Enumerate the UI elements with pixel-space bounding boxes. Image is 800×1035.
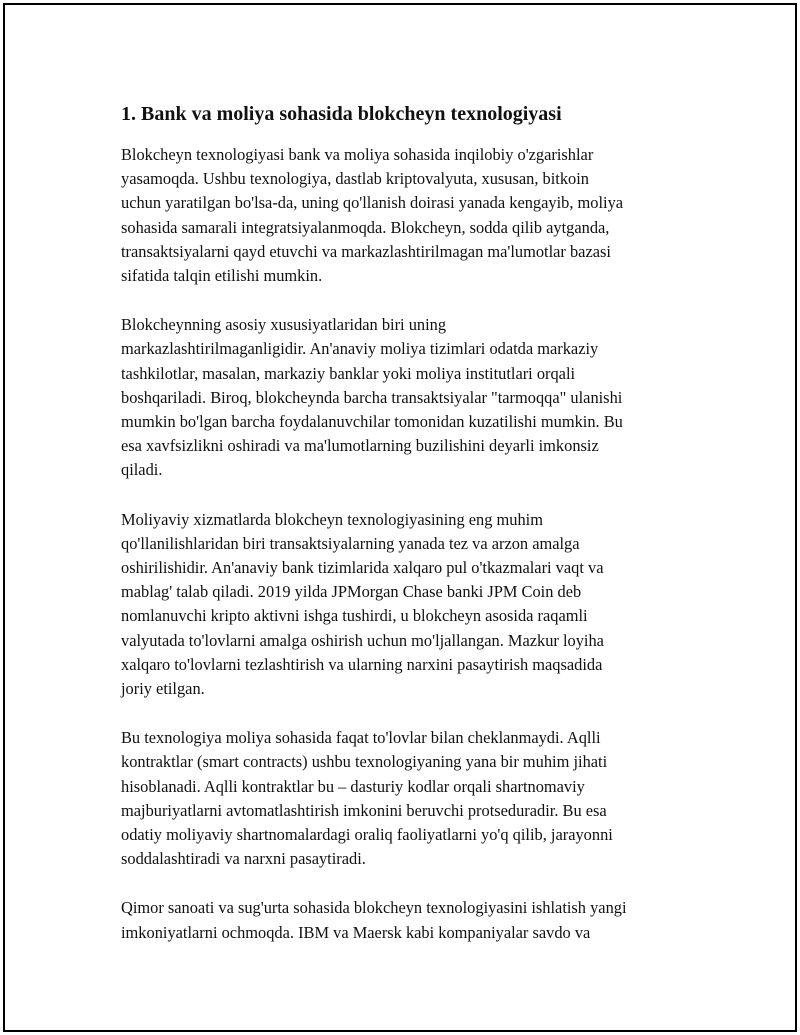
text-line: majburiyatlarni avtomatlashtirish imkonini beruvchi protseduradir. Bu esa xyxy=(121,800,607,820)
paragraph-1 xyxy=(121,143,701,288)
section-heading: 1. Bank va moliya sohasida blokcheyn texnologiyasi xyxy=(121,103,562,125)
text-line: uchun yaratilgan bo'lsa-da, uning qo'llanish doirasi yanada kengayib, moliya xyxy=(121,193,624,213)
text-line: oshirilishidir. An'anaviy bank tizimlarida xalqaro pul o'tkazmalari vaqt va xyxy=(121,558,604,578)
text-line: sohasida samarali integratsiyalanmoqda. Blokcheyn, sodda qilib aytganda, xyxy=(121,217,610,237)
text-line: valyutada to'lovlarni amalga oshirish uchun mo'ljallangan. Mazkur loyiha xyxy=(121,630,604,650)
text-line: transaktsiyalarni qayd etuvchi va markazlashtirilmagan ma'lumotlar bazasi xyxy=(121,241,611,261)
text-line: mumkin bo'lgan barcha foydalanuvchilar tomonidan kuzatilishi mumkin. Bu xyxy=(121,412,623,432)
text-line: Moliyaviy xizmatlarda blokcheyn texnologiyasining eng muhim xyxy=(121,509,543,529)
text-line: nomlanuvchi kripto aktivni ishga tushirdi, u blokcheyn asosida raqamli xyxy=(121,606,588,626)
text-line: boshqariladi. Biroq, blokcheynda barcha transaktsiyalar "tarmoqqa" ulanishi xyxy=(121,387,623,407)
text-line: xalqaro to'lovlarni tezlashtirish va ularning narxini pasaytirish maqsadida xyxy=(121,654,603,674)
text-line: joriy etilgan. xyxy=(121,679,205,699)
paragraph-5 xyxy=(121,896,701,944)
text-line: Bu texnologiya moliya sohasida faqat to'lovlar bilan cheklanmaydi. Aqlli xyxy=(121,728,601,748)
page-frame xyxy=(3,3,797,1032)
text-line: markazlashtirilmaganligidir. An'anaviy moliya tizimlari odatda markaziy xyxy=(121,339,599,359)
document-body xyxy=(121,101,701,970)
paragraph-2 xyxy=(121,313,701,482)
text-line: mablag' talab qiladi. 2019 yilda JPMorgan Chase banki JPM Coin deb xyxy=(121,582,582,602)
text-line: sifatida talqin etilishi mumkin. xyxy=(121,266,323,286)
text-line: Blokcheynning asosiy xususiyatlaridan biri uning xyxy=(121,315,447,335)
text-line: Qimor sanoati va sug'urta sohasida blokcheyn texnologiyasini ishlatish yangi xyxy=(121,898,627,918)
text-line: hisoblanadi. Aqlli kontraktlar bu – dasturiy kodlar orqali shartnomaviy xyxy=(121,776,585,796)
text-line: tashkilotlar, masalan, markaziy banklar yoki moliya institutlari orqali xyxy=(121,363,576,383)
text-line: imkoniyatlarni ochmoqda. IBM va Maersk kabi kompaniyalar savdo va xyxy=(121,922,591,942)
text-line: soddalashtiradi va narxni pasaytiradi. xyxy=(121,849,366,869)
text-line: kontraktlar (smart contracts) ushbu texnologiyaning yana bir muhim jihati xyxy=(121,752,608,772)
text-line: yasamoqda. Ushbu texnologiya, dastlab kriptovalyuta, xususan, bitkoin xyxy=(121,169,589,189)
text-line: odatiy moliyaviy shartnomalardagi oraliq faoliyatlarni yo'q qilib, jarayonni xyxy=(121,825,613,845)
text-line: Blokcheyn texnologiyasi bank va moliya sohasida inqilobiy o'zgarishlar xyxy=(121,145,594,164)
text-line: qiladi. xyxy=(121,460,163,480)
paragraph-3 xyxy=(121,508,701,702)
paragraph-4 xyxy=(121,726,701,871)
text-line: qo'llanilishlaridan biri transaktsiyalarning yanada tez va arzon amalga xyxy=(121,533,580,553)
text-line: esa xavfsizlikni oshiradi va ma'lumotlarning buzilishini deyarli imkonsiz xyxy=(121,436,599,456)
